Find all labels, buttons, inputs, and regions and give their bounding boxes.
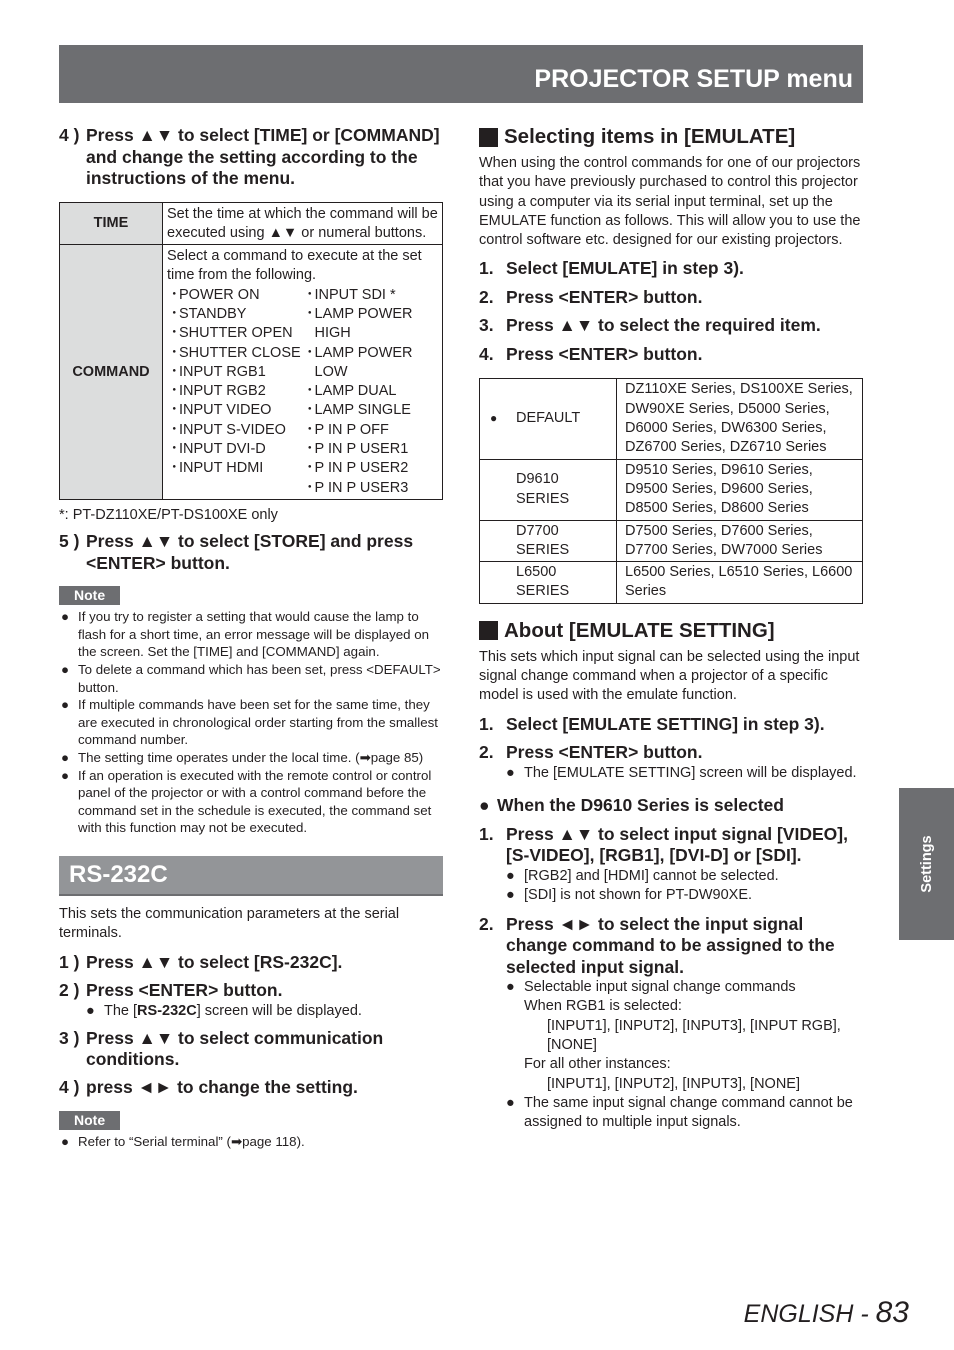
about-intro: This sets which input signal can be selected using the input signal change command when a projector of a specific model is used with the emulate function. (479, 648, 860, 704)
bullet-icon: ・ (302, 460, 317, 477)
step-text: Press ◄► to select the input signal change command to be assigned to the selected input signal. (506, 913, 835, 977)
mode-name: DEFAULT (516, 410, 581, 427)
text-part: ] screen will be displayed. (196, 1002, 362, 1019)
command-text: STANDBY (179, 305, 247, 322)
command-label: COMMAND (60, 245, 163, 500)
list-item (506, 886, 863, 905)
command-text: POWER ON (179, 286, 260, 303)
command-item (167, 305, 303, 324)
bullet-icon: ・ (302, 421, 317, 438)
step-number: 2. (479, 286, 494, 307)
bullet-icon: ・ (167, 344, 182, 361)
note-text: If you try to register a setting that would cause the lamp to flash for a short time, an error message will be displayed on the screen. Set the [TIME] and [COMMAND] again. (78, 609, 430, 660)
command-text: P IN P USER3 (314, 479, 409, 496)
time-value: Set the time at which the command will be executed using ▲▼ or numeral buttons. (163, 202, 443, 245)
command-item (167, 421, 303, 440)
command-item (167, 382, 303, 401)
command-text: INPUT VIDEO (179, 402, 272, 419)
bullet-icon: ・ (302, 479, 317, 496)
rs232c-intro: This sets the communication parameters at the serial terminals. (59, 905, 400, 942)
table-row (480, 379, 863, 459)
d9610-step-1 (479, 824, 863, 867)
text-part: RS-232C (137, 1002, 197, 1019)
about-step-2 (479, 742, 863, 764)
schedule-table (59, 202, 443, 500)
heading-text: Selecting items in [EMULATE] (504, 125, 796, 148)
command-text: INPUT DVI-D (179, 441, 266, 458)
command-text: INPUT SDI * (314, 286, 396, 303)
table-row (480, 459, 863, 520)
command-item (303, 305, 439, 344)
list-item (506, 1094, 863, 1133)
text-line: [INPUT1], [INPUT2], [INPUT3], [NONE] (547, 1075, 800, 1092)
bullet-icon: ・ (302, 441, 317, 458)
note-text: The setting time operates under the local time. (➡page 85) (78, 750, 424, 765)
command-item (167, 440, 303, 459)
step-text: press ◄► to change the setting. (86, 1076, 358, 1097)
step-number: 3 ) (59, 1027, 80, 1048)
command-text: INPUT S-VIDEO (179, 421, 286, 438)
text-line: When RGB1 is selected: (524, 998, 682, 1015)
command-item (303, 401, 439, 420)
time-label: TIME (60, 202, 163, 245)
note-text: To delete a command which has been set, press <DEFAULT> button. (78, 662, 441, 695)
heading-text: When the D9610 Series is selected (497, 794, 784, 815)
compatible-series-cell: L6500 Series, L6510 Series, L6600 Series (617, 562, 863, 604)
command-item (167, 401, 303, 420)
note-item (59, 1133, 443, 1151)
compatible-series-cell: DZ110XE Series, DS100XE Series, DW90XE Series, D5000 Series, D6000 Series, DW6300 Series, DZ6700 Series, DZ6710 Series (617, 379, 863, 459)
bullet-icon: ・ (167, 441, 182, 458)
emulate-steps (479, 258, 863, 365)
list-item (86, 1002, 443, 1021)
bullet-icon: ● (506, 979, 515, 996)
command-item (167, 459, 303, 478)
bullet-icon: ・ (167, 421, 182, 438)
command-item (303, 459, 439, 478)
step-5 (59, 531, 443, 574)
note-block (59, 1111, 443, 1151)
about-emulate-heading (479, 619, 863, 643)
note-list (59, 1133, 443, 1151)
command-item (167, 363, 303, 382)
mode-with-bullet (490, 409, 608, 428)
command-item (303, 344, 439, 383)
compatible-series-cell: D9510 Series, D9610 Series, D9500 Series, D9600 Series, D8500 Series, D8600 Series (617, 459, 863, 520)
list-item (506, 978, 863, 1094)
step-text: Press ▲▼ to select [TIME] or [COMMAND] and change the setting according to the instructions of the menu. (86, 125, 440, 188)
command-text: LAMP DUAL (314, 383, 397, 400)
command-item (167, 344, 303, 363)
step-text: Press ▲▼ to select [RS-232C]. (86, 951, 343, 972)
step-text: Press <ENTER> button. (506, 742, 703, 763)
emulate-mode-cell (480, 379, 617, 459)
table-row (480, 520, 863, 562)
bullet-icon: ・ (167, 286, 182, 303)
bullet-icon: ・ (302, 344, 317, 361)
step-number: 4 ) (59, 125, 80, 145)
emulate-step (479, 287, 863, 309)
step-number: 2. (479, 913, 494, 934)
d9610-step-2 (479, 914, 863, 979)
compatible-series-cell: D7500 Series, D7600 Series, D7700 Series, DW7000 Series (617, 520, 863, 562)
command-text: SHUTTER OPEN (179, 325, 293, 342)
emulate-mode-cell (480, 562, 617, 604)
rs232c-step-3 (59, 1028, 443, 1071)
note-item (59, 767, 443, 837)
bullet-icon: ● (506, 887, 515, 904)
mode-name: D7700 SERIES (516, 522, 570, 558)
bullet-icon: ● (61, 767, 70, 783)
command-text: INPUT RGB2 (179, 383, 266, 400)
command-item (303, 479, 439, 498)
note-item (59, 749, 443, 767)
note-text: If an operation is executed with the remote control or control panel of the projector or with a control command before the command set in the schedule is executed, the command set with this function may not be executed. (78, 767, 432, 836)
bullet-text: [RGB2] and [HDMI] cannot be selected. (524, 867, 779, 884)
command-text: P IN P USER1 (314, 441, 409, 458)
footnote: *: PT-DZ110XE/PT-DS100XE only (59, 506, 278, 523)
note-label: Note (59, 586, 120, 605)
table-row (60, 245, 443, 500)
step-text: Press <ENTER> button. (506, 286, 703, 307)
bullet-text: The [EMULATE SETTING] screen will be displayed. (524, 764, 857, 781)
rs232c-step-2 (59, 980, 443, 1002)
section-side-tab (899, 788, 954, 940)
note-item (59, 696, 443, 749)
note-text: Refer to “Serial terminal” (➡page 118). (78, 1134, 305, 1150)
command-item (303, 421, 439, 440)
note-item (59, 608, 443, 661)
page-header (59, 45, 863, 103)
note-item (59, 661, 443, 696)
footer-language: ENGLISH - (743, 1300, 876, 1328)
command-list (167, 286, 438, 498)
about-step-1 (479, 714, 863, 736)
step-text: Press ▲▼ to select [STORE] and press <ENTER> button. (86, 531, 414, 573)
rs232c-step-4 (59, 1077, 443, 1099)
command-text: P IN P OFF (314, 421, 389, 438)
step-number: 1. (479, 713, 494, 734)
command-text: INPUT HDMI (179, 460, 264, 477)
bullet-icon: ● (506, 1094, 515, 1111)
right-column (479, 125, 863, 1132)
square-bullet-icon (479, 128, 498, 147)
bullet-icon: ・ (302, 402, 317, 419)
bullet-text: [SDI] is not shown for PT-DW90XE. (524, 887, 753, 904)
step-number: 1. (479, 823, 494, 844)
text-part: The [ (104, 1002, 138, 1019)
mode-name: D9610 SERIES (516, 471, 570, 507)
step-text: Select [EMULATE SETTING] in step 3). (506, 713, 825, 734)
table-row (60, 202, 443, 245)
bullet-icon: ・ (167, 363, 182, 380)
command-value (163, 245, 443, 500)
step-number: 2 ) (59, 980, 80, 1001)
emulate-mode-cell (480, 459, 617, 520)
step-text: Press ▲▼ to select communication conditions. (86, 1027, 384, 1070)
command-intro: Select a command to execute at the set time from the following. (167, 248, 422, 284)
command-text: SHUTTER CLOSE (179, 344, 301, 361)
step-4 (59, 125, 443, 190)
note-label: Note (59, 1111, 120, 1130)
command-item (303, 286, 439, 305)
command-text: P IN P USER2 (314, 460, 409, 477)
bullet-icon: ・ (167, 325, 182, 342)
heading-text: About [EMULATE SETTING] (504, 618, 775, 642)
command-text: LAMP SINGLE (314, 402, 411, 419)
command-item (167, 324, 303, 343)
emulate-table (479, 378, 863, 603)
command-text: LAMP POWER HIGH (314, 305, 413, 342)
circle-bullet-icon: ● (479, 794, 490, 815)
step-number: 3. (479, 315, 494, 336)
mode-name: L6500 SERIES (516, 564, 570, 600)
rs232c-step-1 (59, 952, 443, 974)
bullet-icon: ● (506, 867, 515, 884)
command-list-column-1 (167, 286, 303, 498)
note-block (59, 586, 443, 837)
bullet-text (524, 978, 863, 1094)
emulate-intro: When using the control commands for one of our projectors that you have previously purchased to control this projector using a computer via its serial input terminal, set up the EMULATE function as follows. This will allow you to use the control software etc. designed for our existing projectors. (479, 155, 861, 249)
note-text: If multiple commands have been set for the same time, they are executed in chronological order starting from the smallest command number. (78, 697, 438, 748)
square-bullet-icon (479, 621, 498, 640)
bullet-icon: ● (86, 1002, 95, 1019)
page-footer (744, 1296, 909, 1330)
step-number: 1. (479, 258, 494, 279)
emulate-step (479, 315, 863, 337)
d9610-heading (479, 795, 863, 816)
bullet-icon: ・ (302, 383, 317, 400)
bullet-icon: ・ (167, 460, 182, 477)
table-row (480, 562, 863, 604)
step-text: Select [EMULATE] in step 3). (506, 258, 744, 279)
step-text: Press ▲▼ to select the required item. (506, 315, 821, 336)
command-list-column-2 (303, 286, 439, 498)
step-number: 1 ) (59, 951, 80, 972)
emulate-mode-cell (480, 520, 617, 562)
side-tab-label: Settings (918, 835, 935, 893)
bullet-icon: ● (506, 764, 515, 781)
bullet-text: The same input signal change command cannot be assigned to multiple input signals. (524, 1094, 853, 1131)
step-text: Press <ENTER> button. (506, 343, 703, 364)
note-list (59, 608, 443, 837)
command-item (303, 382, 439, 401)
step-text: Press ▲▼ to select input signal [VIDEO], [S-VIDEO], [RGB1], [DVI-D] or [SDI]. (506, 823, 848, 866)
emulate-step (479, 344, 863, 366)
left-column (59, 125, 443, 1151)
bullet-icon: ・ (167, 383, 182, 400)
header-title: PROJECTOR SETUP menu (534, 65, 853, 93)
bullet-icon: ・ (167, 305, 182, 322)
bullet-icon: ・ (302, 286, 317, 303)
bullet-icon: ● (61, 1134, 70, 1150)
command-text: LAMP POWER LOW (314, 344, 413, 380)
bullet-icon: ● (61, 697, 70, 713)
text-line: [INPUT1], [INPUT2], [INPUT3], [INPUT RGB], [NONE] (547, 1017, 841, 1053)
command-item (167, 286, 303, 305)
command-item (303, 440, 439, 459)
step-number: 4 ) (59, 1076, 80, 1097)
bullet-icon: ● (61, 609, 70, 625)
list-item (506, 867, 863, 886)
bullet-icon: ・ (302, 305, 317, 322)
bullet-icon: ・ (167, 402, 182, 419)
text-line: Selectable input signal change commands (524, 979, 796, 996)
text-line: For all other instances: (524, 1056, 671, 1073)
bullet-icon: ● (61, 750, 70, 765)
step-number: 4. (479, 343, 494, 364)
circle-bullet-icon: ● (490, 411, 498, 426)
list-item (506, 764, 863, 783)
page-number: 83 (875, 1296, 909, 1329)
emulate-step (479, 258, 863, 280)
bullet-icon: ● (61, 662, 70, 678)
emulate-heading (479, 125, 863, 149)
bullet-text (104, 1002, 362, 1021)
step-text: Press <ENTER> button. (86, 980, 283, 1001)
step-number: 2. (479, 742, 494, 763)
rs232c-section-title: RS-232C (59, 856, 443, 896)
step-number: 5 ) (59, 531, 80, 552)
command-text: INPUT RGB1 (179, 363, 266, 380)
